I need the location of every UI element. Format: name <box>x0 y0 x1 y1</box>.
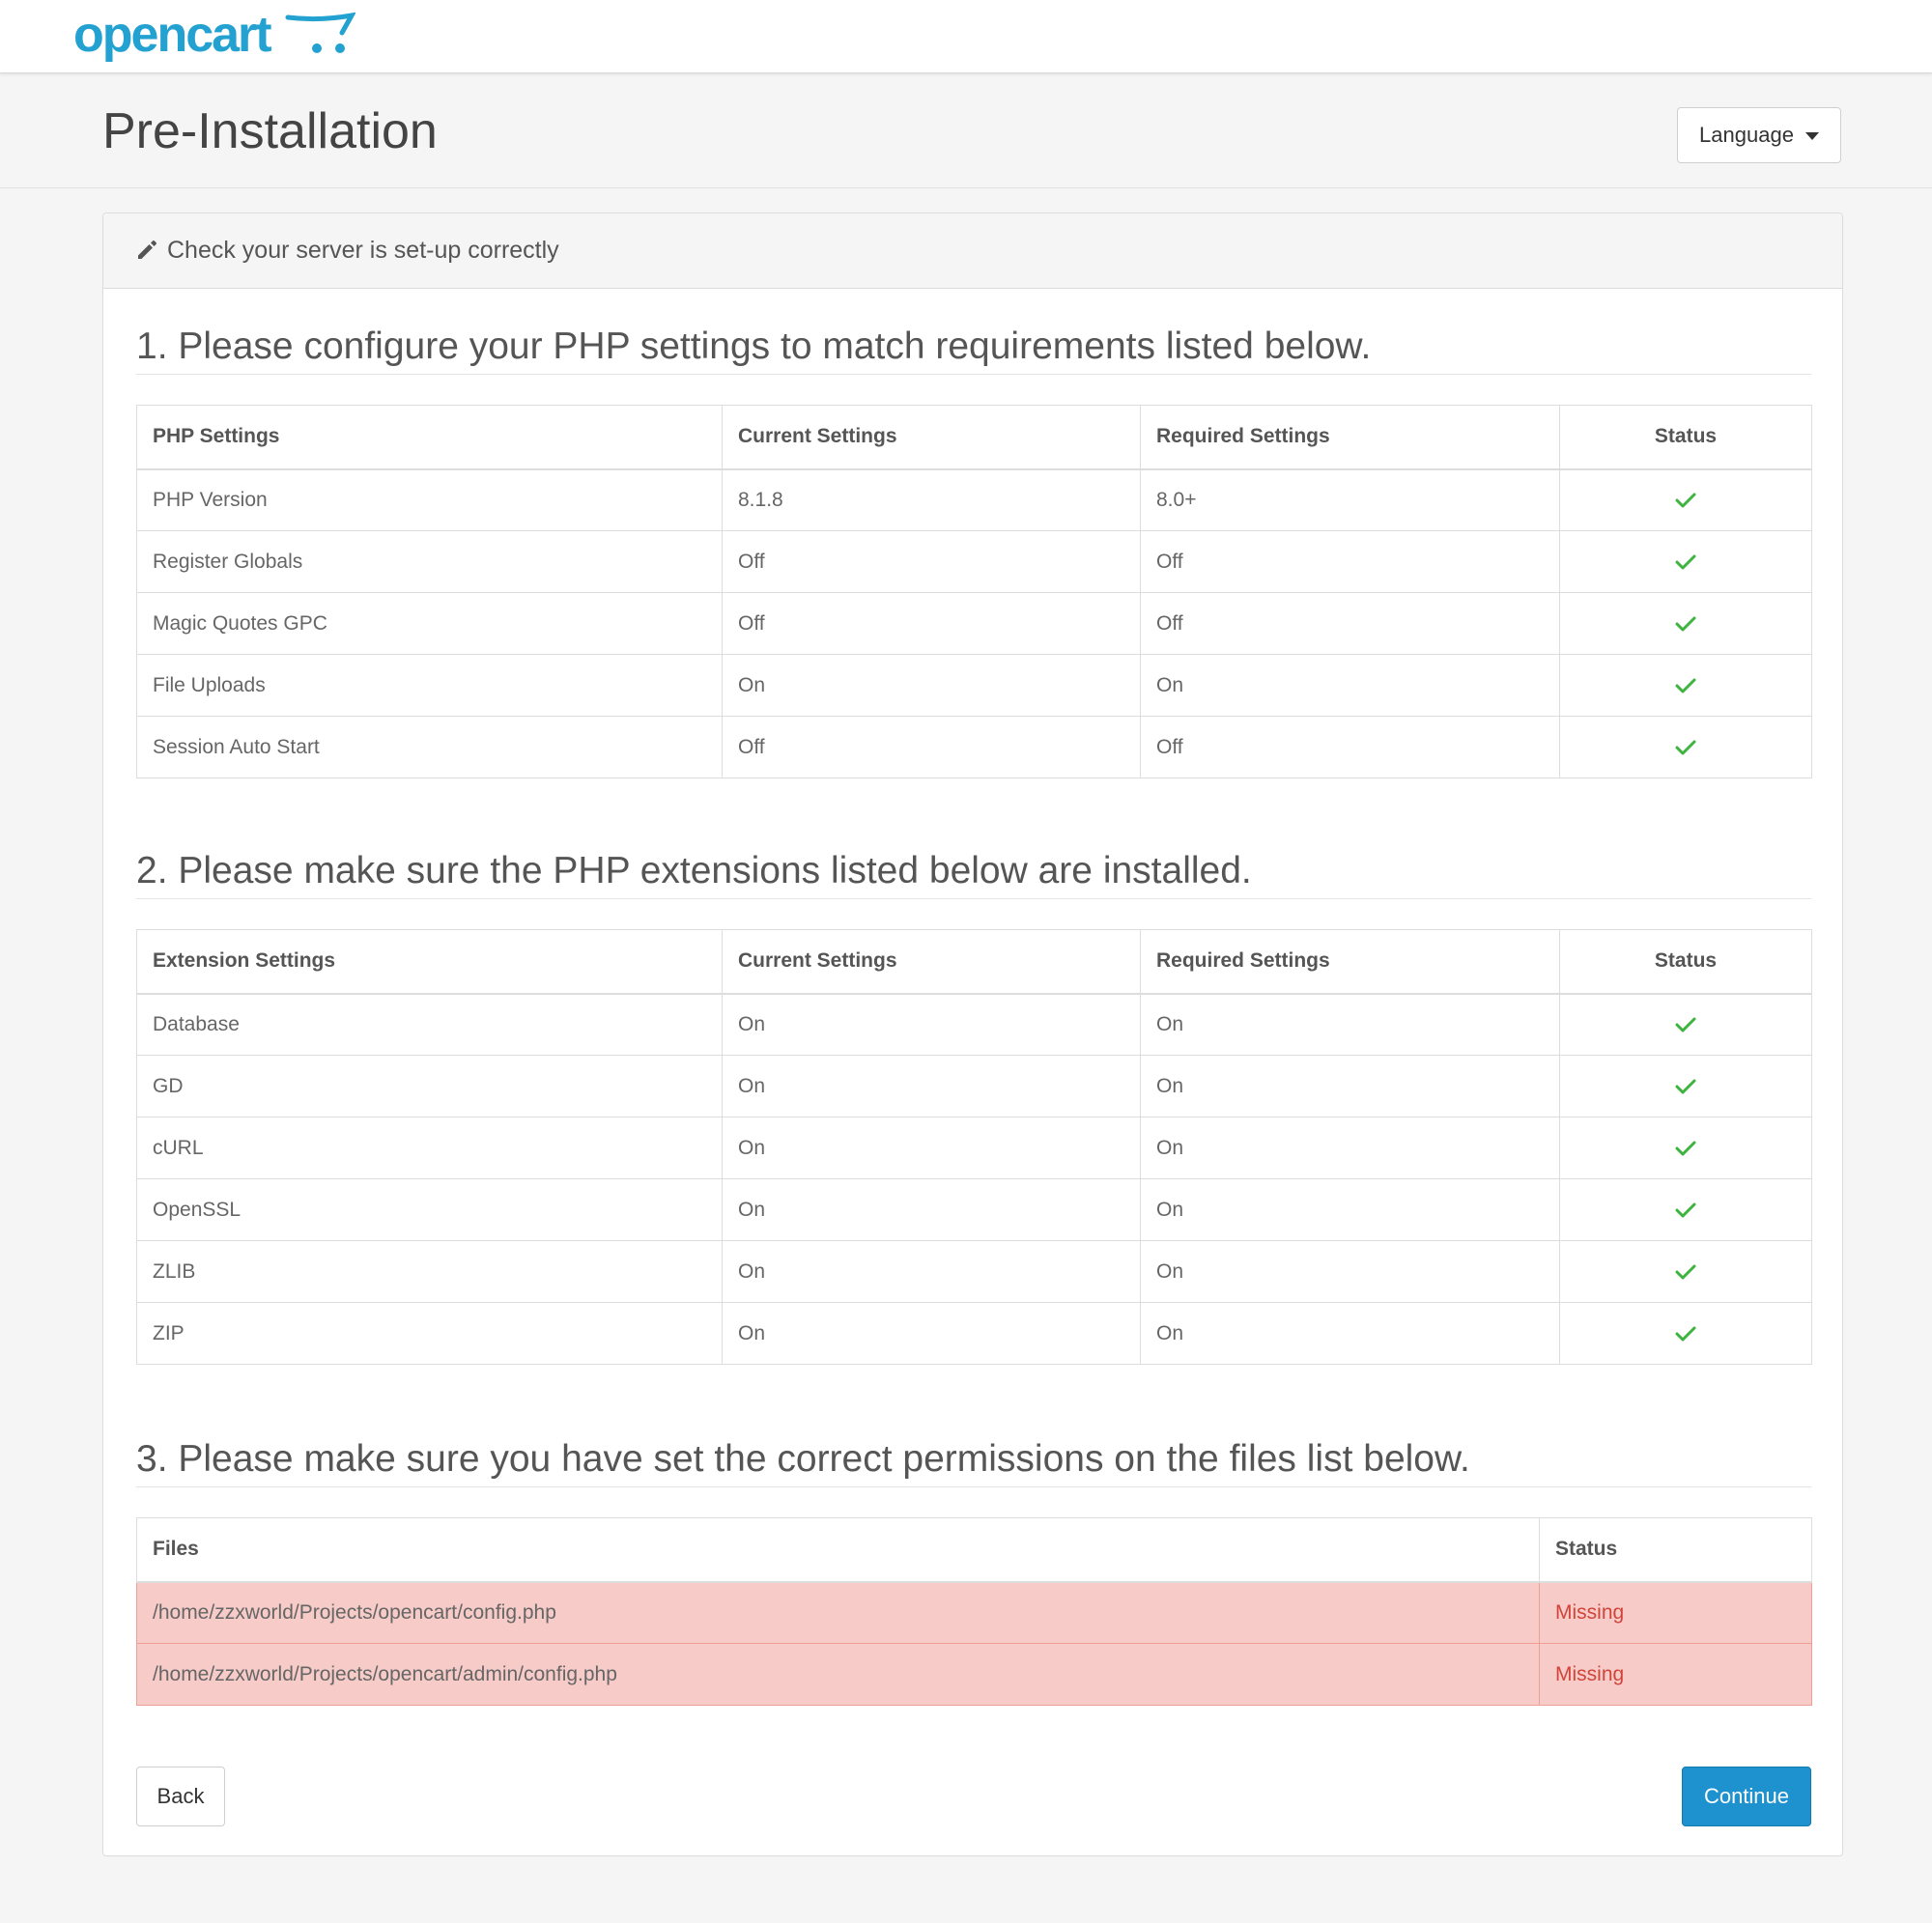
table-row <box>137 593 1812 655</box>
preinstall-panel <box>102 212 1843 1856</box>
cell-current: On <box>723 1303 1141 1365</box>
table-row <box>137 1241 1812 1303</box>
logo-text: opencart <box>73 7 270 63</box>
cell-required: On <box>1141 994 1560 1056</box>
back-button[interactable]: Back <box>136 1767 225 1826</box>
cell-status <box>1560 655 1812 717</box>
table-row <box>137 469 1812 531</box>
cell-required: On <box>1141 1241 1560 1303</box>
check-icon <box>1675 1202 1696 1219</box>
table-header-row <box>137 930 1812 994</box>
table-row <box>137 655 1812 717</box>
check-icon <box>1675 492 1696 509</box>
column-header: Files <box>137 1518 1540 1582</box>
cart-icon <box>284 12 355 58</box>
extensions-table <box>136 929 1812 1365</box>
table-row <box>137 1056 1812 1117</box>
file-path: /home/zzxworld/Projects/opencart/config.php <box>137 1582 1540 1644</box>
cell-required: 8.0+ <box>1141 469 1560 531</box>
cell-current: Off <box>723 717 1141 778</box>
check-icon <box>1675 1140 1696 1157</box>
cell-required: Off <box>1141 531 1560 593</box>
cell-status <box>1560 593 1812 655</box>
language-button-label: Language <box>1699 123 1794 147</box>
table-row <box>137 1117 1812 1179</box>
cell-status <box>1560 717 1812 778</box>
cell-name: GD <box>137 1056 723 1117</box>
extensions-title: 2. Please make sure the PHP extensions listed below are installed. <box>136 850 1811 899</box>
cell-status <box>1560 994 1812 1056</box>
check-icon <box>1675 615 1696 633</box>
cell-current: Off <box>723 593 1141 655</box>
check-icon <box>1675 677 1696 694</box>
top-bar <box>0 0 1932 73</box>
column-header: Status <box>1560 406 1812 469</box>
cell-status <box>1560 1056 1812 1117</box>
php-settings-table <box>136 405 1812 778</box>
cell-status <box>1560 1117 1812 1179</box>
check-icon <box>1675 1016 1696 1033</box>
cell-name: ZLIB <box>137 1241 723 1303</box>
cell-current: On <box>723 994 1141 1056</box>
continue-button[interactable]: Continue <box>1682 1767 1811 1826</box>
cell-status <box>1560 1179 1812 1241</box>
cell-required: On <box>1141 1056 1560 1117</box>
cell-required: On <box>1141 655 1560 717</box>
cell-current: On <box>723 1117 1141 1179</box>
cell-current: On <box>723 1179 1141 1241</box>
cell-required: Off <box>1141 593 1560 655</box>
table-header-row <box>137 1518 1812 1582</box>
table-row <box>137 1644 1812 1706</box>
column-header: Status <box>1560 930 1812 994</box>
panel-heading-title: Check your server is set-up correctly <box>167 237 559 264</box>
cell-name: OpenSSL <box>137 1179 723 1241</box>
check-icon <box>1675 1078 1696 1095</box>
table-row <box>137 1303 1812 1365</box>
check-icon <box>1675 739 1696 756</box>
column-header: Extension Settings <box>137 930 723 994</box>
table-row <box>137 531 1812 593</box>
file-status: Missing <box>1540 1644 1812 1706</box>
check-icon <box>1675 1325 1696 1343</box>
cell-current: 8.1.8 <box>723 469 1141 531</box>
files-title: 3. Please make sure you have set the correct permissions on the files list below. <box>136 1438 1811 1487</box>
table-header-row <box>137 406 1812 469</box>
pencil-icon <box>135 239 158 262</box>
cell-name: PHP Version <box>137 469 723 531</box>
cell-name: File Uploads <box>137 655 723 717</box>
cell-name: cURL <box>137 1117 723 1179</box>
panel-heading <box>103 213 1842 289</box>
table-row <box>137 1179 1812 1241</box>
cell-current: Off <box>723 531 1141 593</box>
table-row <box>137 994 1812 1056</box>
page-header <box>0 73 1932 188</box>
cell-current: On <box>723 655 1141 717</box>
table-row <box>137 1582 1812 1644</box>
cell-required: On <box>1141 1179 1560 1241</box>
files-table <box>136 1517 1812 1706</box>
column-header: Required Settings <box>1141 406 1560 469</box>
language-dropdown-button[interactable] <box>1677 107 1841 163</box>
column-header: Current Settings <box>723 406 1141 469</box>
cell-name: Session Auto Start <box>137 717 723 778</box>
page-title: Pre-Installation <box>102 103 438 159</box>
cell-status <box>1560 1241 1812 1303</box>
php-settings-title: 1. Please configure your PHP settings to match requirements listed below. <box>136 325 1811 375</box>
cell-current: On <box>723 1241 1141 1303</box>
column-header: Current Settings <box>723 930 1141 994</box>
check-icon <box>1675 1263 1696 1281</box>
column-header: Required Settings <box>1141 930 1560 994</box>
check-icon <box>1675 553 1696 571</box>
caret-down-icon <box>1805 132 1819 140</box>
column-header: Status <box>1540 1518 1812 1582</box>
table-row <box>137 717 1812 778</box>
cell-status <box>1560 1303 1812 1365</box>
file-status: Missing <box>1540 1582 1812 1644</box>
column-header: PHP Settings <box>137 406 723 469</box>
cell-name: Database <box>137 994 723 1056</box>
file-path: /home/zzxworld/Projects/opencart/admin/config.php <box>137 1644 1540 1706</box>
cell-current: On <box>723 1056 1141 1117</box>
cell-required: On <box>1141 1117 1560 1179</box>
cell-name: Magic Quotes GPC <box>137 593 723 655</box>
cell-name: Register Globals <box>137 531 723 593</box>
cell-status <box>1560 531 1812 593</box>
cell-status <box>1560 469 1812 531</box>
cell-required: Off <box>1141 717 1560 778</box>
cell-name: ZIP <box>137 1303 723 1365</box>
cell-required: On <box>1141 1303 1560 1365</box>
